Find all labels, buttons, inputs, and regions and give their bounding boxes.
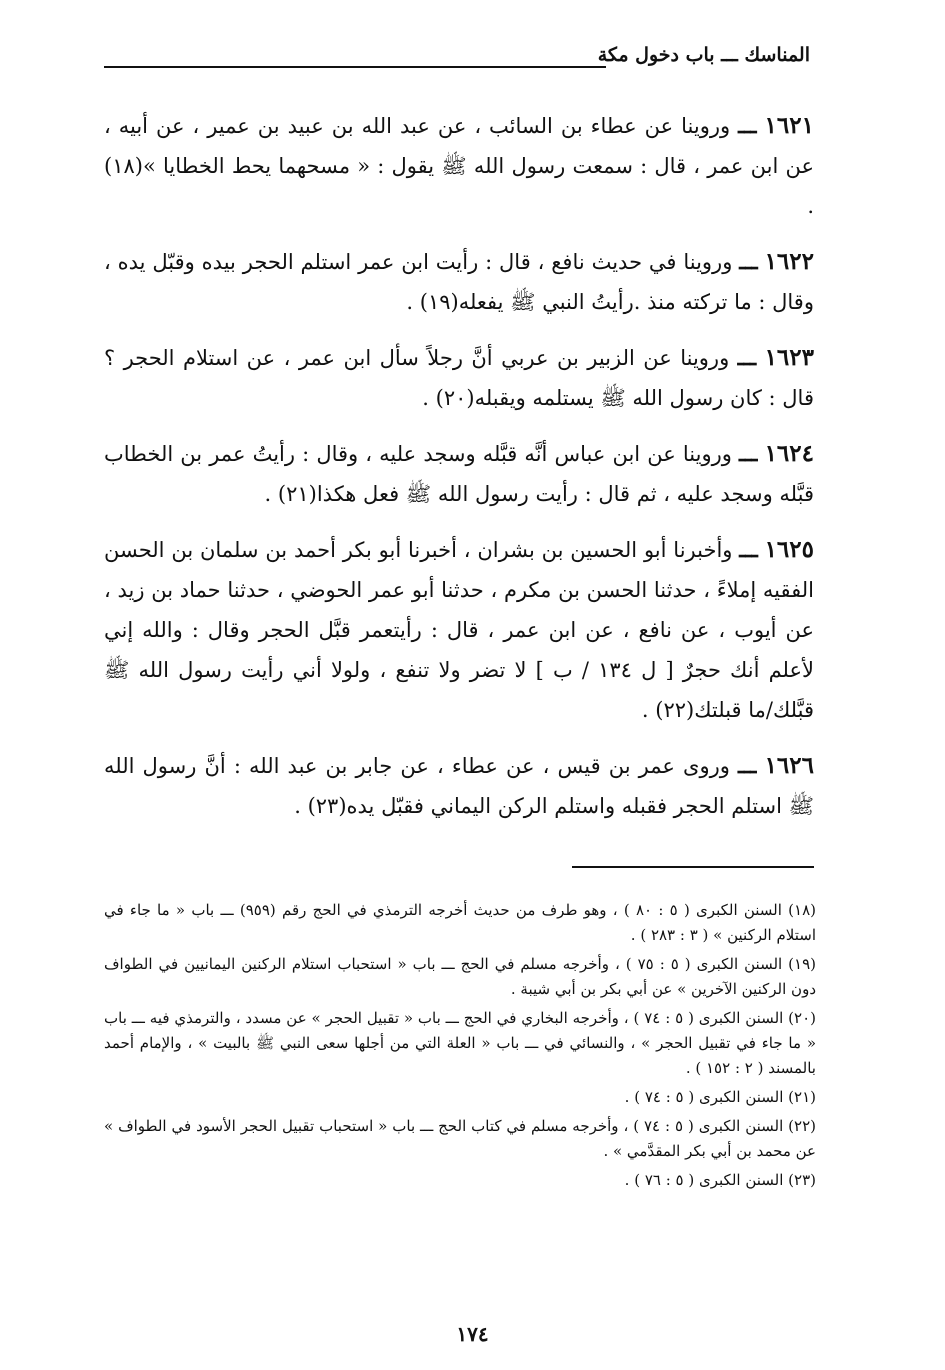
footnote: (١٨) السنن الكبرى ( ٥ : ٨٠ ) ، وهو طرف من حديث أخرجه الترمذي في الحج رقم (٩٥٩) ـــ باب « ما جاء في استلام الركنين » ( ٣ : ٢٨٣ ) . xyxy=(104,901,817,944)
hadith-dash: ـــ xyxy=(737,345,757,370)
footnote: (٢١) السنن الكبرى ( ٥ : ٧٤ ) . xyxy=(624,1088,816,1106)
hadith-paragraph xyxy=(104,338,814,418)
footnote: (٢٢) السنن الكبرى ( ٥ : ٧٤ ) ، وأخرجه مسلم في كتاب الحج ـــ باب « استحباب تقبيل الحجر الأسود في الطواف » عن محمد بن أبي بكر المقدَّمي » . xyxy=(104,1117,817,1160)
hadith-number: ١٦٢٤ xyxy=(764,440,814,467)
hadith-text: وروينا عن ابن عباس أنَّه قبَّله وسجد عليه ، وقال : رأيتُ عمر بن الخطاب قبَّله وسجد عليه ، ثم قال : رأيت رسول الله ﷺ فعل هكذا(٢١) . xyxy=(104,442,814,506)
footnote-rule xyxy=(572,866,814,868)
hadith-dash: ـــ xyxy=(739,537,758,562)
footnote: (١٩) السنن الكبرى ( ٥ : ٧٥ ) ، وأخرجه مسلم في الحج ـــ باب « استحباب استلام الركنين اليمانيين في الطواف دون الركنين الآخرين » عن أبي بكر بن أبي شيبة . xyxy=(104,955,817,998)
hadith-text: وأخبرنا أبو الحسين بن بشران ، أخبرنا أبو بكر أحمد بن سلمان بن الحسن الفقيه إملاءً ، حدثنا الحسن بن مكرم ، حدثنا أبو عمر الحوضي ، حدثنا حماد بن زيد ، عن أيوب ، عن نافع ، عن ابن عمر ، قال : رأيتعمر قبَّل الحجر وقال : والله إني لأعلم أنك حجرٌ [ ل ١٣٤ / ب ] لا تضر ولا تنفع ، ولولا أني رأيت رسول الله ﷺ قبَّلك/ما قبلتك(٢٢) . xyxy=(104,538,815,722)
main-text xyxy=(104,106,814,842)
hadith-paragraph xyxy=(104,434,814,514)
hadith-number: ١٦٢٢ xyxy=(764,248,814,275)
hadith-number: ١٦٢٣ xyxy=(764,344,814,371)
hadith-number: ١٦٢٦ xyxy=(764,752,814,779)
hadith-text: وروى عمر بن قيس ، عن عطاء ، عن جابر بن عبد الله : أنَّ رسول الله ﷺ استلم الحجر فقبله واستلم الركن اليماني فقبّل يده(٢٣) . xyxy=(104,754,814,818)
hadith-paragraph xyxy=(104,106,814,226)
footnotes xyxy=(104,898,816,1197)
hadith-dash: ـــ xyxy=(738,113,757,138)
hadith-dash: ـــ xyxy=(738,441,758,466)
header-rule xyxy=(104,66,606,68)
hadith-paragraph xyxy=(104,746,814,826)
hadith-paragraph xyxy=(104,530,814,730)
page-number: ١٧٤ xyxy=(456,1322,489,1346)
hadith-text: وروينا في حديث نافع ، قال : رأيت ابن عمر استلم الحجر بيده وقبّل يده ، وقال : ما تركته منذ .رأيتُ النبي ﷺ يفعله(١٩) . xyxy=(104,250,814,314)
hadith-text: وروينا عن عطاء بن السائب ، عن عبد الله بن عبيد بن عمير ، عن أبيه ، عن ابن عمر ، قال : سمعت رسول الله ﷺ يقول : « مسحهما يحط الخطايا »(١٨) . xyxy=(104,114,814,218)
hadith-paragraph xyxy=(104,242,814,322)
hadith-dash: ـــ xyxy=(738,753,757,778)
footnote: (٢٣) السنن الكبرى ( ٥ : ٧٦ ) . xyxy=(624,1171,816,1189)
hadith-text: وروينا عن الزبير بن عربي أنَّ رجلاً سأل ابن عمر ، عن استلام الحجر ؟ قال : كان رسول الله ﷺ يستلمه ويقبله(٢٠) . xyxy=(104,346,814,410)
hadith-number: ١٦٢١ xyxy=(764,112,814,139)
hadith-dash: ـــ xyxy=(739,249,758,274)
running-head: المناسك ـــ باب دخول مكة xyxy=(597,44,810,66)
hadith-number: ١٦٢٥ xyxy=(764,536,814,563)
footnote: (٢٠) السنن الكبرى ( ٥ : ٧٤ ) ، وأخرجه البخاري في الحج ـــ باب « تقبيل الحجر » عن مسدد ، والترمذي فيه ـــ باب « ما جاء في تقبيل الحجر » ، والنسائي في ـــ باب « العلة التي من أجلها سعى النبي ﷺ بالبيت » ، والإمام أحمد بالمسند ( ٢ : ١٥٢ ) . xyxy=(104,1009,817,1077)
